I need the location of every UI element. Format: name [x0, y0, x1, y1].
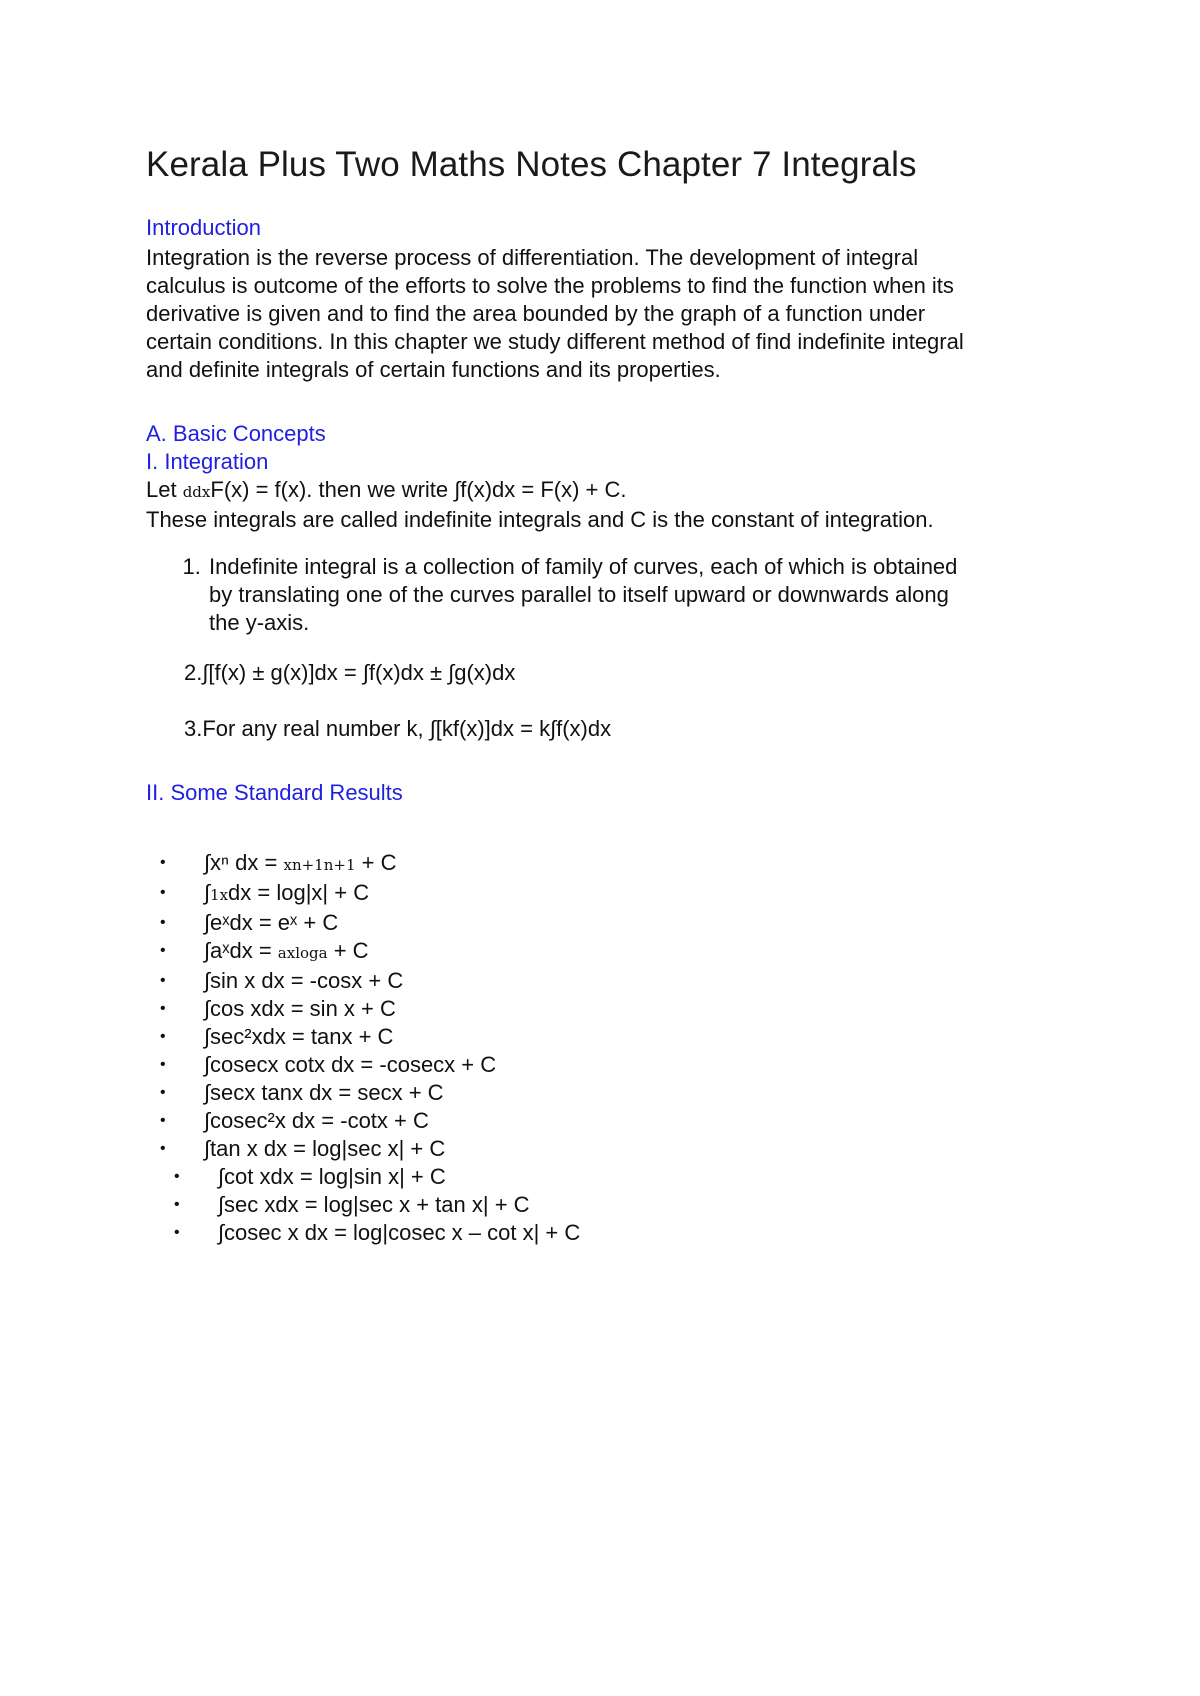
- result-text: ∫xⁿ dx =: [204, 850, 284, 875]
- let-rest: F(x) = f(x). then we write ∫f(x)dx = F(x) + C.: [210, 477, 627, 502]
- list-item: [146, 1107, 1076, 1135]
- document-content: [146, 145, 1076, 1247]
- intro-line: derivative is given and to find the area bounded by the graph of a function under: [146, 301, 926, 326]
- list-item: [146, 1079, 1076, 1107]
- introduction-heading: Introduction: [146, 215, 261, 240]
- bullet-icon: •: [160, 1000, 166, 1017]
- result-text: ∫sec²xdx = tanx + C: [204, 1024, 394, 1049]
- result-text: + C: [327, 938, 369, 963]
- bullet-icon: •: [160, 1084, 166, 1101]
- bullet-icon: •: [160, 942, 166, 959]
- result-text: ∫cosec²x dx = -cotx + C: [204, 1108, 429, 1133]
- property-2: 2.∫[f(x) ± g(x)]dx = ∫f(x)dx ± ∫g(x)dx: [184, 660, 516, 685]
- result-text: ∫sin x dx = -cosx + C: [204, 968, 404, 993]
- list-item: [146, 995, 1076, 1023]
- result-text: ∫cosecx cotx dx = -cosecx + C: [204, 1052, 497, 1077]
- bullet-icon: •: [160, 1112, 166, 1129]
- indefinite-integral-note: These integrals are called indefinite integrals and C is the constant of integration.: [146, 507, 934, 532]
- list-item: [146, 1219, 1076, 1247]
- result-text: ∫sec xdx = log|sec x + tan x| + C: [218, 1192, 530, 1217]
- list-item: [146, 879, 1076, 909]
- result-text: ∫aˣdx =: [204, 938, 278, 963]
- standard-results-list: [146, 849, 1076, 1247]
- bullet-icon: •: [174, 1224, 180, 1241]
- page-title: Kerala Plus Two Maths Notes Chapter 7 Integrals: [146, 145, 917, 184]
- intro-line: calculus is outcome of the efforts to solve the problems to find the function when its: [146, 273, 954, 298]
- result-text: ∫eˣdx = eˣ + C: [204, 910, 339, 935]
- result-text: ∫cos xdx = sin x + C: [204, 996, 396, 1021]
- intro-line: Integration is the reverse process of differentiation. The development of integral: [146, 245, 919, 270]
- list-item: [146, 1191, 1076, 1219]
- properties-list: [146, 553, 1076, 637]
- ddx-fraction: ddx: [182, 483, 211, 501]
- integration-definition: [146, 476, 1076, 506]
- bullet-icon: •: [160, 1028, 166, 1045]
- list-item: [146, 849, 1076, 879]
- list-item: [146, 967, 1076, 995]
- bullet-icon: •: [160, 884, 166, 901]
- result-text: dx = log|x| + C: [228, 880, 370, 905]
- result-fraction: xn+1n+1: [283, 856, 356, 874]
- list-item: [146, 1051, 1076, 1079]
- list-item: [146, 1135, 1076, 1163]
- bullet-icon: •: [160, 1056, 166, 1073]
- bullet-icon: •: [160, 972, 166, 989]
- result-fraction: 1x: [210, 886, 229, 904]
- bullet-icon: •: [174, 1196, 180, 1213]
- property-3: 3.For any real number k, ∫[kf(x)]dx = k∫f(x)dx: [184, 716, 612, 741]
- list-item: [146, 1163, 1076, 1191]
- result-text: ∫cosec x dx = log|cosec x – cot x| + C: [218, 1220, 581, 1245]
- list-item: [146, 937, 1076, 967]
- result-text: ∫cot xdx = log|sin x| + C: [218, 1164, 446, 1189]
- property-1-line: the y-axis.: [209, 610, 310, 635]
- property-1-line: by translating one of the curves parallel to itself upward or downwards along: [209, 582, 949, 607]
- property-1-line: Indefinite integral is a collection of family of curves, each of which is obtained: [209, 554, 958, 579]
- bullet-icon: •: [160, 854, 166, 871]
- result-fraction: axloga: [277, 944, 328, 962]
- bullet-icon: •: [174, 1168, 180, 1185]
- result-text: + C: [355, 850, 397, 875]
- let-prefix: Let: [146, 477, 183, 502]
- intro-line: certain conditions. In this chapter we study different method of find indefinite integral: [146, 329, 964, 354]
- bullet-icon: •: [160, 1140, 166, 1157]
- list-item: [146, 1023, 1076, 1051]
- result-text: ∫: [204, 880, 211, 905]
- basic-concepts-heading: A. Basic Concepts: [146, 421, 326, 446]
- result-text: ∫tan x dx = log|sec x| + C: [204, 1136, 446, 1161]
- standard-results-heading: II. Some Standard Results: [146, 780, 403, 805]
- bullet-icon: •: [160, 914, 166, 931]
- intro-line: and definite integrals of certain functions and its properties.: [146, 357, 721, 382]
- result-text: ∫secx tanx dx = secx + C: [204, 1080, 444, 1105]
- integration-subheading: I. Integration: [146, 449, 269, 474]
- introduction-paragraph: [146, 244, 1076, 384]
- list-item: [146, 909, 1076, 937]
- property-item: [207, 553, 1076, 637]
